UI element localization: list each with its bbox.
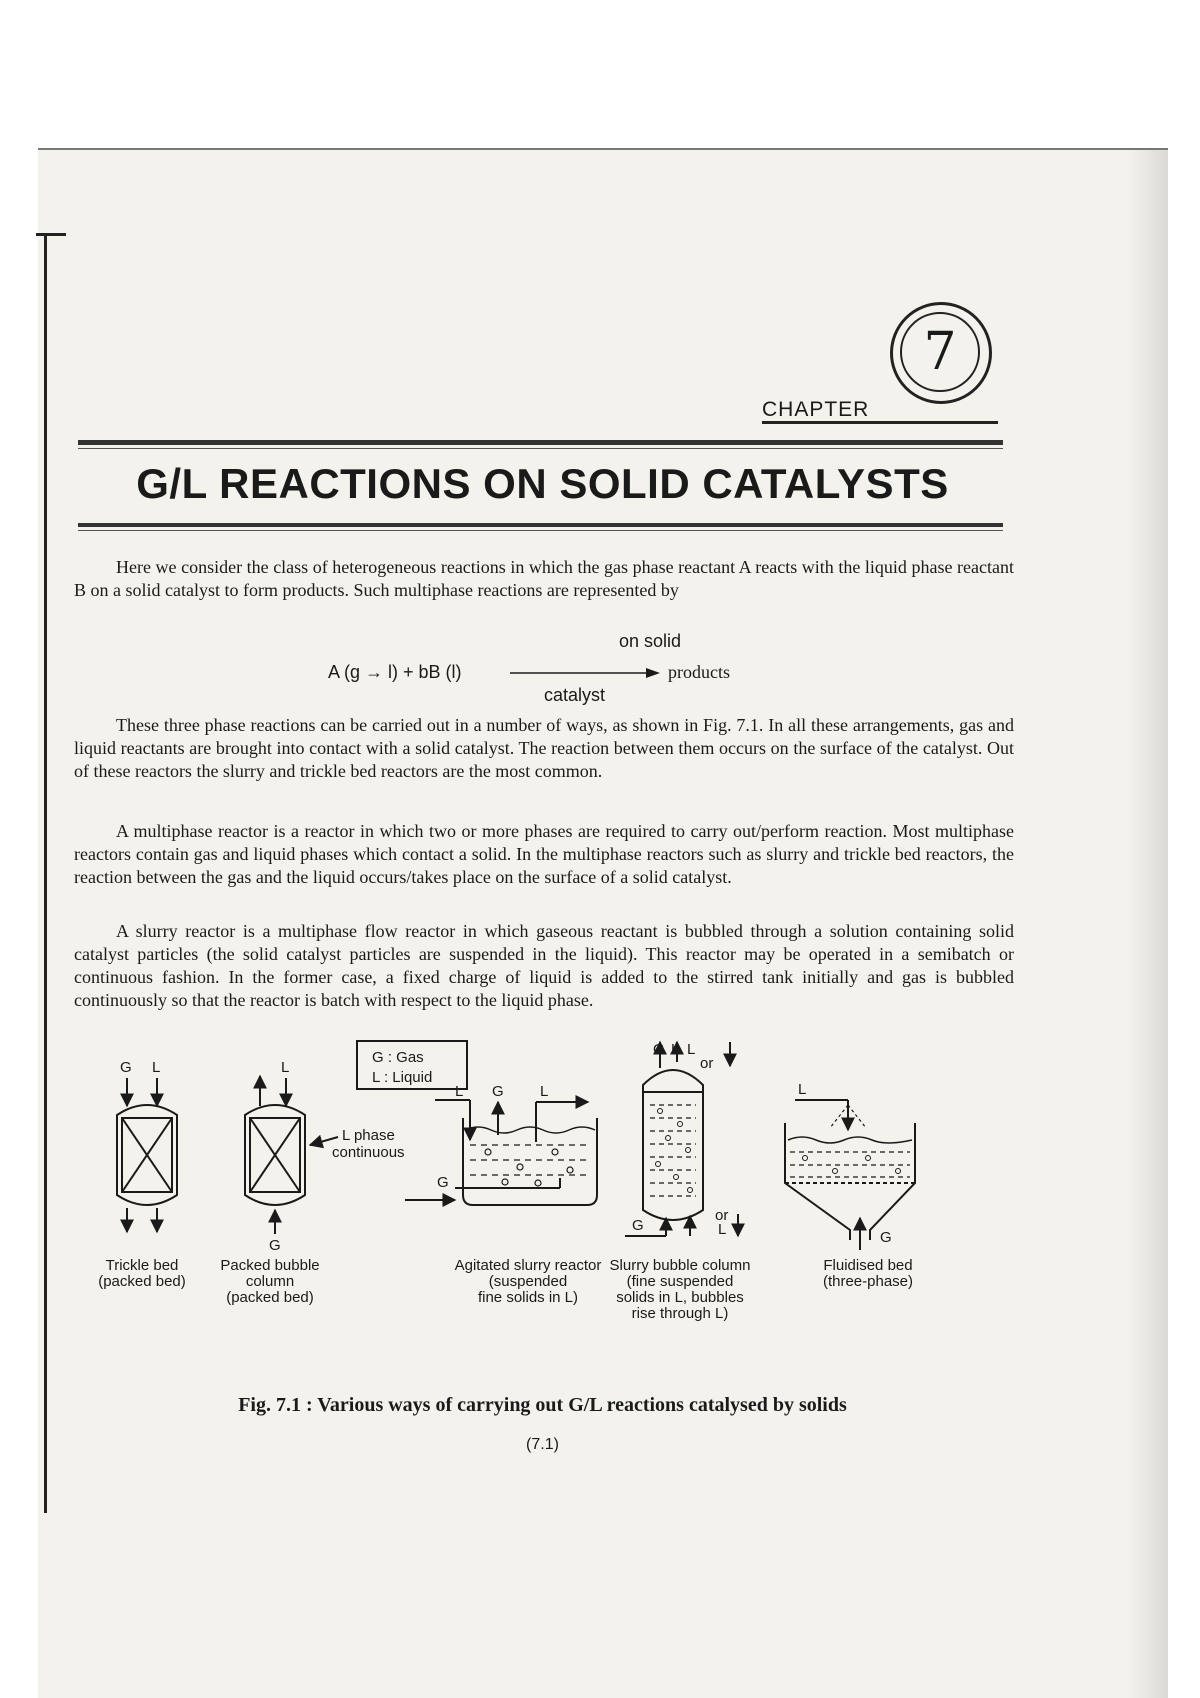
legend-liquid: L : Liquid: [372, 1069, 433, 1086]
slurry-column-bubbles: [656, 1109, 693, 1193]
equation-products: products: [668, 662, 730, 682]
reaction-equation: [74, 628, 1014, 708]
fluidised-g-label: G: [880, 1229, 892, 1246]
chapter-underline: [762, 421, 998, 424]
trickle-g-label: G: [120, 1059, 132, 1076]
figure-caption: Fig. 7.1 : Various ways of carrying out G/L reactions catalysed by solids: [238, 1394, 847, 1416]
packed-bubble-label-1: Packed bubble: [220, 1257, 320, 1274]
column-g-in-label: G: [632, 1217, 644, 1234]
paragraph-three-phase: These three phase reactions can be carried out in a number of ways, as shown in Fig. 7.1. In all these arrangements, gas and liquid reactants are brought into contact with a solid catalyst. The reaction between them occurs on the surface of the catalyst. Out of these reactors the slurry and trickle bed reactors are the most common.: [74, 715, 1014, 781]
slurry-g-out-label: G: [492, 1083, 504, 1100]
slurry-tank: [463, 1118, 597, 1205]
agitated-slurry-label-2: (suspended: [488, 1273, 568, 1290]
slurry-column-label-2: (fine suspended: [626, 1273, 734, 1290]
chapter-number: 7: [923, 322, 957, 382]
slurry-l-out-label: L: [540, 1083, 549, 1100]
packed-g-label: G: [269, 1237, 281, 1254]
paragraph-slurry: A slurry reactor is a multiphase flow reactor in which gaseous reactant is bubbled through a solution containing solid catalyst particles (the solid catalyst particles are suspended in the liquid). This reactor may be operated in a semibatch or continuous fashion. In the former case, a fixed charge of liquid is added to the stirred tank initially and gas is bubbled continuously so that the reactor is batch with respect to the liquid phase.: [74, 921, 1014, 1010]
reactor-labels: [98, 1257, 913, 1322]
reaction-arrow-icon: [510, 666, 660, 680]
fluidised-vessel: [785, 1123, 915, 1240]
legend-gas: G : Gas: [372, 1049, 424, 1066]
fluidised-liquid-surface: [788, 1137, 912, 1143]
continuous-label: continuous: [332, 1144, 405, 1161]
slurry-column-label-1: Slurry bubble column: [609, 1257, 751, 1274]
paragraph-multiphase: A multiphase reactor is a reactor in which two or more phases are required to carry out/perform reaction. Most multiphase reactors contain gas and liquid phases which contact a solid. In the multiphase reactors such as slurry and trickle bed reactors, the reaction between the gas and the liquid occurs/takes place on the surface of a solid catalyst.: [74, 821, 1014, 887]
figure-reactors-diagram: [60, 1040, 1060, 1400]
fluidised-l-label: L: [798, 1081, 807, 1098]
fluidised-bed-label-1: Fluidised bed: [823, 1257, 913, 1274]
title-rule-bottom-thin: [78, 530, 1003, 531]
column-l-label: L: [671, 1041, 680, 1058]
title-rule-bottom: [78, 523, 1003, 527]
column-g-label: G: [653, 1041, 665, 1058]
agitated-slurry-label-3: fine solids in L): [477, 1289, 579, 1306]
column-or-label-2: or: [715, 1207, 729, 1224]
slurry-column-solids: [650, 1105, 696, 1196]
trickle-bed-reactor: [117, 1078, 177, 1232]
chapter-title: G/L REACTIONS ON SOLID CATALYSTS: [136, 460, 949, 507]
packed-bubble-label-2: column: [245, 1273, 295, 1290]
packed-bubble-label-3: (packed bed): [226, 1289, 314, 1306]
margin-mark: [36, 233, 66, 236]
column-or-label: or: [700, 1055, 714, 1072]
slurry-column-label-4: rise through L): [631, 1305, 729, 1322]
trickle-l-label: L: [152, 1059, 161, 1076]
chapter-label: CHAPTER: [762, 398, 870, 421]
fluidised-bed-reactor: [785, 1100, 915, 1250]
slurry-column-label-3: solids in L, bubbles: [616, 1289, 744, 1306]
slurry-l-in-label: L: [455, 1083, 464, 1100]
paragraph-intro: Here we consider the class of heterogeneous reactions in which the gas phase reactant A reacts with the liquid phase reactant B on a solid catalyst to form products. Such multiphase reactions are represented by: [74, 557, 1014, 600]
equation-above-arrow: on solid: [619, 631, 682, 651]
chapter-badge-inner: [900, 312, 980, 392]
column-l-bottom-label: L: [718, 1221, 727, 1238]
slurry-g-in-label: G: [437, 1174, 449, 1191]
agitated-slurry-reactor: [405, 1100, 597, 1205]
title-rule-top: [78, 440, 1003, 445]
margin-line: [44, 233, 47, 1513]
l-phase-label: L phase: [342, 1127, 395, 1144]
equation-below-arrow: catalyst: [544, 685, 606, 705]
trickle-bed-label-1: Trickle bed: [105, 1257, 179, 1274]
agitated-slurry-label-1: Agitated slurry reactor: [454, 1257, 602, 1274]
packed-bubble-column: [245, 1076, 338, 1234]
chapter-badge: [890, 302, 992, 404]
fluidised-solids: [790, 1152, 910, 1177]
page-gutter-shade: [1128, 150, 1168, 1698]
page-number: (7.1): [526, 1436, 559, 1453]
title-rule-top-thin: [78, 448, 1003, 449]
equation-reactants: A (g → l) + bB (l): [328, 662, 462, 682]
fluidised-bed-label-2: (three-phase): [822, 1273, 914, 1290]
trickle-bed-label-2: (packed bed): [98, 1273, 186, 1290]
slurry-liquid-surface: [465, 1127, 595, 1133]
packed-l-label: L: [281, 1059, 290, 1076]
column-l-label-2: L: [687, 1041, 696, 1058]
